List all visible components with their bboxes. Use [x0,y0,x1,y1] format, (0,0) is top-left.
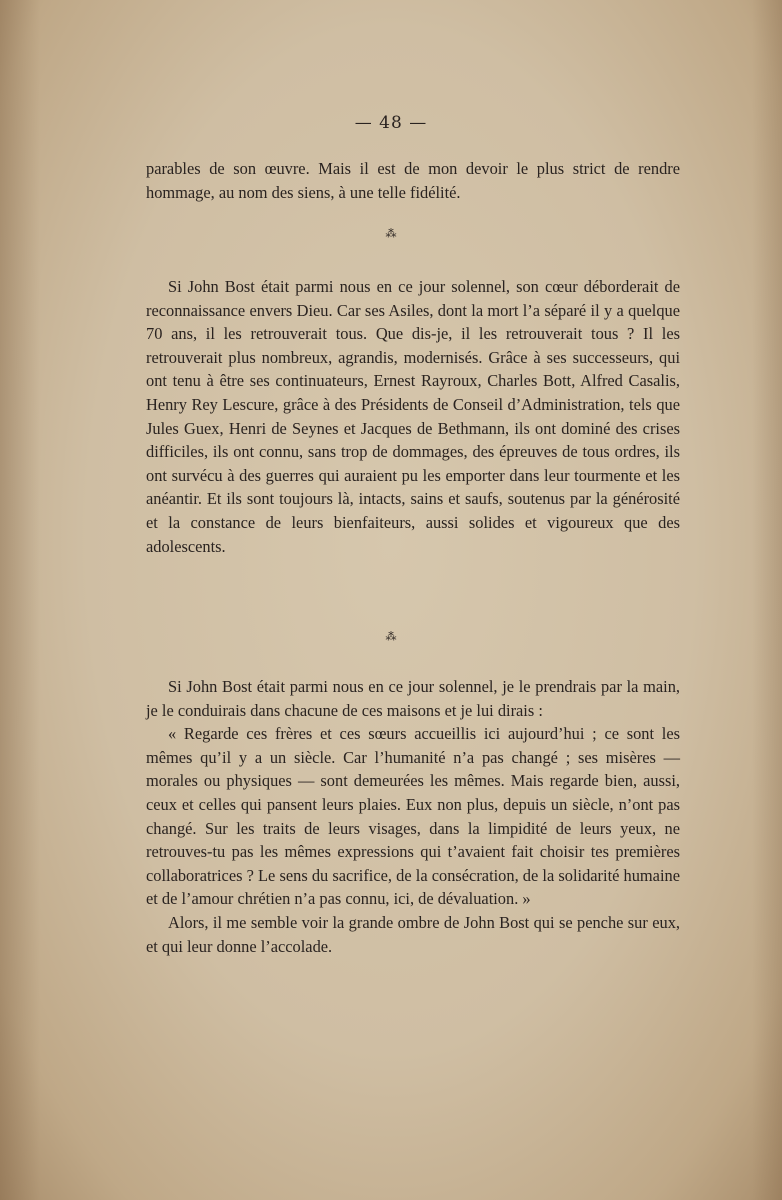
paragraph-1: parables de son œuvre. Mais il est de mon devoir le plus strict de rendre hommage, au nom des siens, à une telle fidélité. [146,159,680,202]
paragraph-2: Si John Bost était parmi nous en ce jour solennel, son cœur déborderait de reconnaissance envers Dieu. Car ses Asiles, dont la mort l’a séparé il y a quelque 70 ans, il les retrouverait tous. Que dis-je, il les retrouverait tous ? Il les retrouverait plus nombreux, agrandis, modernisés. Grâce à ses successeurs, qui ont tenu à être ses continuateurs, Ernest Rayroux, Charles Bott, Alfred Casalis, Henry Rey Lescure, grâce à des Présidents de Conseil d’Administration, tels que Jules Guex, Henri de Seynes et Jacques de Bethmann, ils ont dominé des crises difficiles, ils ont connu, sans trop de dommages, des épreuves de tous ordres, ils ont survécu à des guerres qui auraient pu les emporter dans leur tourmente et les anéantir. Et ils sont toujours là, intacts, sains et saufs, soutenus par la générosité et la constance de leurs bienfaiteurs, aussi solides et vigoureux que des adolescents. [146,277,680,556]
paragraph-4: « Regarde ces frères et ces sœurs accueillis ici aujourd’hui ; ce sont les mêmes qu’il y a un siècle. Car l’humanité n’a pas changé ; ses misères — morales ou physiques — sont demeurées les mêmes. Mais regarde bien, aussi, ceux et celles qui pansent leurs plaies. Eux non plus, depuis un siècle, n’ont pas changé. Sur les traits de leurs visages, dans la limpidité de leurs yeux, ne retrouves-tu pas les mêmes expressions qui t’avaient fait choisir tes premières collaboratrices ? Le sens du sacrifice, de la consécration, de la solidarité humaine et de l’amour chrétien n’a pas connu, ici, de dévaluation. » [146,724,680,909]
asterism-separator-1 [0,229,782,238]
page-edge-shadow-left [0,0,40,1200]
asterism-glyph: ⁂ [385,630,397,643]
asterism-glyph: ⁂ [385,227,397,240]
text-block-2 [146,275,680,558]
text-block-3 [146,675,680,958]
asterism-separator-2 [0,632,782,641]
page-edge-shadow-right [752,0,782,1200]
paragraph-3: Si John Bost était parmi nous en ce jour solennel, je le prendrais par la main, je le conduirais dans chacune de ces maisons et je lui dirais : [146,677,680,720]
text-block-1 [146,157,680,204]
paragraph-5: Alors, il me semble voir la grande ombre de John Bost qui se penche sur eux, et qui leur donne l’accolade. [146,912,680,956]
page-number: — 48 — [354,113,428,133]
